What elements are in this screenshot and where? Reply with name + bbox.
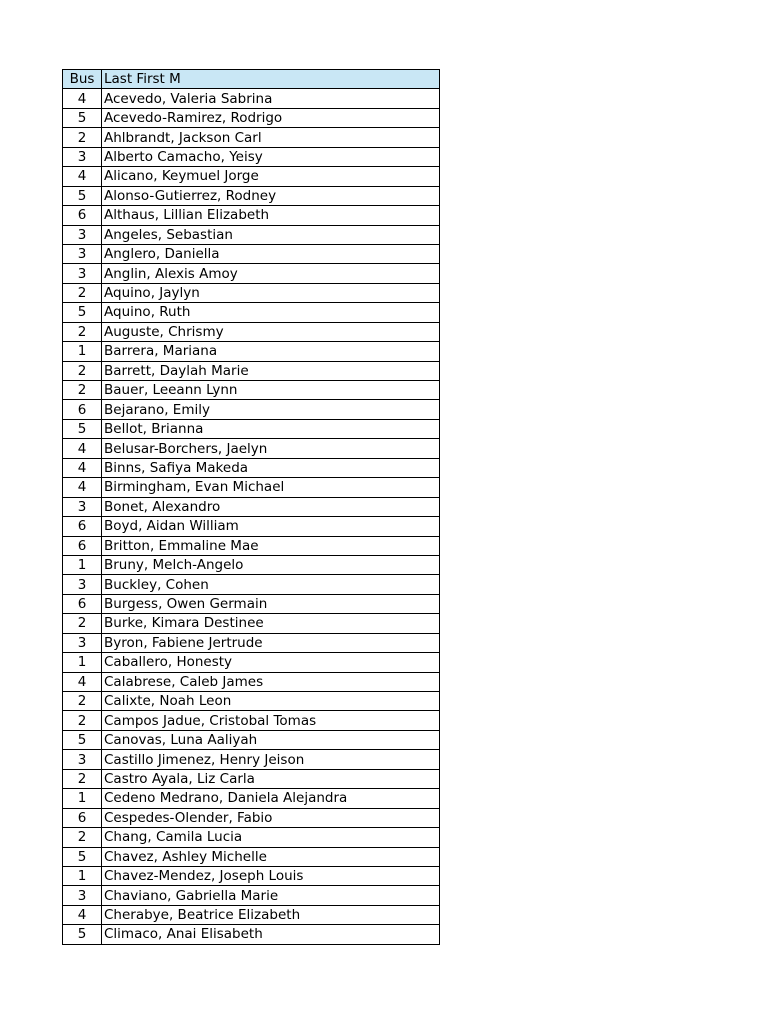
- bus-number-cell: 3: [63, 497, 102, 516]
- table-row: [63, 419, 440, 438]
- bus-number-cell: 1: [63, 555, 102, 574]
- table-row: [63, 517, 440, 536]
- student-name-cell: Bauer, Leeann Lynn: [102, 381, 440, 400]
- student-name-cell: Calixte, Noah Leon: [102, 692, 440, 711]
- table-row: [63, 769, 440, 788]
- bus-number-cell: 4: [63, 439, 102, 458]
- table-row: [63, 828, 440, 847]
- bus-number-cell: 3: [63, 886, 102, 905]
- table-row: [63, 672, 440, 691]
- student-name-cell: Castro Ayala, Liz Carla: [102, 769, 440, 788]
- bus-number-cell: 2: [63, 322, 102, 341]
- bus-number-cell: 1: [63, 789, 102, 808]
- bus-number-cell: 6: [63, 594, 102, 613]
- student-name-cell: Barrera, Mariana: [102, 342, 440, 361]
- table-row: [63, 555, 440, 574]
- table-row: [63, 186, 440, 205]
- student-name-cell: Buckley, Cohen: [102, 575, 440, 594]
- student-name-cell: Angeles, Sebastian: [102, 225, 440, 244]
- table-row: [63, 478, 440, 497]
- bus-number-cell: 2: [63, 692, 102, 711]
- bus-number-cell: 4: [63, 672, 102, 691]
- table-row: [63, 847, 440, 866]
- student-name-cell: Barrett, Daylah Marie: [102, 361, 440, 380]
- table-row: [63, 225, 440, 244]
- table-row: [63, 303, 440, 322]
- table-row: [63, 692, 440, 711]
- table-row: [63, 750, 440, 769]
- table-row: [63, 886, 440, 905]
- bus-number-cell: 2: [63, 361, 102, 380]
- student-name-cell: Aquino, Jaylyn: [102, 283, 440, 302]
- student-name-cell: Chavez, Ashley Michelle: [102, 847, 440, 866]
- student-name-cell: Aquino, Ruth: [102, 303, 440, 322]
- bus-number-cell: 4: [63, 89, 102, 108]
- bus-number-cell: 3: [63, 147, 102, 166]
- table-row: [63, 575, 440, 594]
- bus-number-cell: 3: [63, 575, 102, 594]
- bus-number-cell: 5: [63, 419, 102, 438]
- bus-number-cell: 1: [63, 653, 102, 672]
- student-name-cell: Acevedo, Valeria Sabrina: [102, 89, 440, 108]
- student-name-cell: Byron, Fabiene Jertrude: [102, 633, 440, 652]
- student-name-cell: Bejarano, Emily: [102, 400, 440, 419]
- student-name-cell: Chavez-Mendez, Joseph Louis: [102, 866, 440, 885]
- table-header: [63, 70, 440, 89]
- student-name-cell: Britton, Emmaline Mae: [102, 536, 440, 555]
- student-name-cell: Bonet, Alexandro: [102, 497, 440, 516]
- header-row: [63, 70, 440, 89]
- bus-number-cell: 6: [63, 206, 102, 225]
- table-row: [63, 711, 440, 730]
- student-name-cell: Alberto Camacho, Yeisy: [102, 147, 440, 166]
- table-row: [63, 730, 440, 749]
- bus-number-cell: 2: [63, 828, 102, 847]
- bus-roster-table: [62, 69, 440, 945]
- table-row: [63, 283, 440, 302]
- table-row: [63, 89, 440, 108]
- bus-number-cell: 6: [63, 536, 102, 555]
- table-row: [63, 458, 440, 477]
- table-row: [63, 206, 440, 225]
- bus-number-cell: 4: [63, 478, 102, 497]
- student-name-cell: Bellot, Brianna: [102, 419, 440, 438]
- bus-number-cell: 5: [63, 925, 102, 944]
- table-body: [63, 89, 440, 944]
- student-name-cell: Burgess, Owen Germain: [102, 594, 440, 613]
- bus-number-cell: 2: [63, 128, 102, 147]
- bus-number-cell: 4: [63, 905, 102, 924]
- table-row: [63, 925, 440, 944]
- bus-number-cell: 4: [63, 458, 102, 477]
- student-name-cell: Anglero, Daniella: [102, 244, 440, 263]
- table-row: [63, 789, 440, 808]
- bus-number-cell: 3: [63, 244, 102, 263]
- student-name-cell: Alonso-Gutierrez, Rodney: [102, 186, 440, 205]
- student-name-cell: Birmingham, Evan Michael: [102, 478, 440, 497]
- table-row: [63, 653, 440, 672]
- student-name-cell: Althaus, Lillian Elizabeth: [102, 206, 440, 225]
- student-name-cell: Cespedes-Olender, Fabio: [102, 808, 440, 827]
- table-row: [63, 381, 440, 400]
- student-name-cell: Anglin, Alexis Amoy: [102, 264, 440, 283]
- bus-number-cell: 5: [63, 303, 102, 322]
- table-row: [63, 866, 440, 885]
- student-name-cell: Campos Jadue, Cristobal Tomas: [102, 711, 440, 730]
- bus-number-cell: 5: [63, 186, 102, 205]
- student-name-cell: Chaviano, Gabriella Marie: [102, 886, 440, 905]
- student-name-cell: Calabrese, Caleb James: [102, 672, 440, 691]
- bus-number-cell: 4: [63, 167, 102, 186]
- table-row: [63, 439, 440, 458]
- student-name-cell: Caballero, Honesty: [102, 653, 440, 672]
- student-name-cell: Canovas, Luna Aaliyah: [102, 730, 440, 749]
- table-row: [63, 594, 440, 613]
- bus-number-cell: 6: [63, 400, 102, 419]
- bus-number-cell: 1: [63, 866, 102, 885]
- student-name-cell: Climaco, Anai Elisabeth: [102, 925, 440, 944]
- table-row: [63, 497, 440, 516]
- bus-number-cell: 2: [63, 769, 102, 788]
- student-name-cell: Ahlbrandt, Jackson Carl: [102, 128, 440, 147]
- student-name-cell: Castillo Jimenez, Henry Jeison: [102, 750, 440, 769]
- table-row: [63, 536, 440, 555]
- bus-number-cell: 3: [63, 225, 102, 244]
- name-column-header: Last First M: [102, 70, 440, 89]
- bus-number-cell: 3: [63, 633, 102, 652]
- table-row: [63, 342, 440, 361]
- bus-number-cell: 2: [63, 381, 102, 400]
- bus-number-cell: 5: [63, 730, 102, 749]
- bus-number-cell: 2: [63, 614, 102, 633]
- student-name-cell: Burke, Kimara Destinee: [102, 614, 440, 633]
- table-row: [63, 147, 440, 166]
- table-row: [63, 322, 440, 341]
- bus-number-cell: 3: [63, 750, 102, 769]
- student-name-cell: Cedeno Medrano, Daniela Alejandra: [102, 789, 440, 808]
- table-row: [63, 905, 440, 924]
- bus-number-cell: 2: [63, 711, 102, 730]
- bus-number-cell: 2: [63, 283, 102, 302]
- student-name-cell: Alicano, Keymuel Jorge: [102, 167, 440, 186]
- student-name-cell: Acevedo-Ramirez, Rodrigo: [102, 108, 440, 127]
- student-name-cell: Boyd, Aidan William: [102, 517, 440, 536]
- bus-column-header: Bus: [63, 70, 102, 89]
- bus-number-cell: 3: [63, 264, 102, 283]
- bus-number-cell: 5: [63, 108, 102, 127]
- table-row: [63, 400, 440, 419]
- bus-number-cell: 1: [63, 342, 102, 361]
- bus-number-cell: 6: [63, 517, 102, 536]
- table-row: [63, 808, 440, 827]
- student-name-cell: Auguste, Chrismy: [102, 322, 440, 341]
- bus-number-cell: 5: [63, 847, 102, 866]
- table-row: [63, 167, 440, 186]
- student-name-cell: Bruny, Melch-Angelo: [102, 555, 440, 574]
- bus-roster-sheet: [62, 69, 440, 945]
- table-row: [63, 361, 440, 380]
- bus-number-cell: 6: [63, 808, 102, 827]
- table-row: [63, 614, 440, 633]
- student-name-cell: Belusar-Borchers, Jaelyn: [102, 439, 440, 458]
- table-row: [63, 244, 440, 263]
- student-name-cell: Binns, Safiya Makeda: [102, 458, 440, 477]
- table-row: [63, 108, 440, 127]
- table-row: [63, 264, 440, 283]
- table-row: [63, 633, 440, 652]
- table-row: [63, 128, 440, 147]
- student-name-cell: Cherabye, Beatrice Elizabeth: [102, 905, 440, 924]
- student-name-cell: Chang, Camila Lucia: [102, 828, 440, 847]
